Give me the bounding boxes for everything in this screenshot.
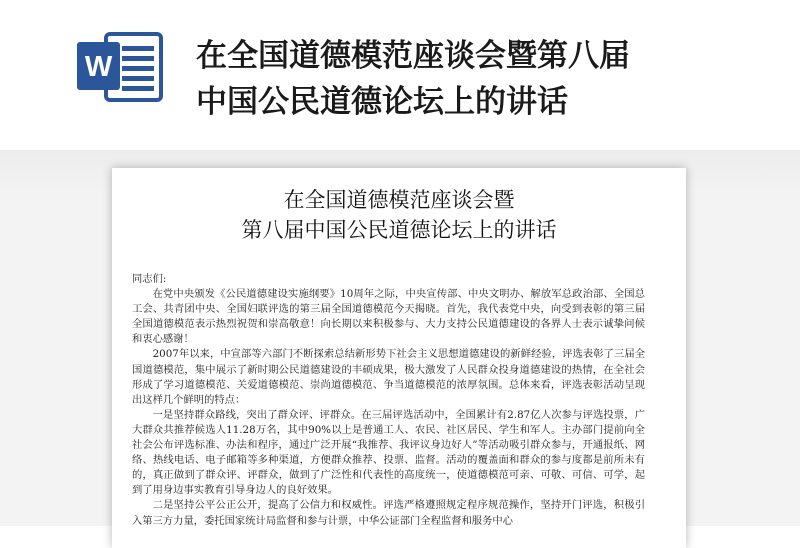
document-page [112,168,686,548]
paragraph: 一是坚持群众路线，突出了群众评、评群众。在三届评选活动中，全国累计有2.87亿人次参与评选投票，广大群众共推荐候选人11.28万名，其中90%以上是普通工人、农民、社区居民、学生和军人。主办部门提前向全社会公布评选标准、办法和程序，通过广泛开展“我推荐、我评议身边好人”等活动吸引群众参与，开通报纸、网络、热线电话、电子邮箱等多种渠道，方便群众推荐、投票、监督。活动的覆盖面和群众的参与度都是前所未有的，真正做到了群众评、评群众，做到了广泛性和代表性的高度统一，使道德模范可亲、可敬、可信、可学，起到了用身边事实教育引导身边人的良好效果。 [132,408,645,497]
paragraph: 2007年以来，中宣部等六部门不断探索总结新形势下社会主义思想道德建设的新鲜经验，评选表彰了三届全国道德模范，集中展示了新时期公民道德建设的丰硕成果，极大激发了人民群众投身道德建设的热情，在全社会形成了学习道德模范、关爱道德模范、崇尚道德模范、争当道德模范的浓厚氛围。总体来看，评选表彰活动呈现出这样几个鲜明的特点： [132,348,645,406]
paragraph: 二是坚持公平公正公开，提高了公信力和权威性。评选严格遵照规定程序规范操作，坚持开门评选，积极引入第三方力量，委托国家统计局监督和参与计票，中华公证部门全程监督和服务中心 [132,499,645,527]
page-title-line-2: 中国公民道德论坛上的讲话 [196,84,568,120]
document-title-line-2: 第八届中国公民道德论坛上的讲话 [241,218,557,242]
header-banner [0,0,800,150]
paragraph: 在党中央颁发《公民道德建设实施纲要》10周年之际，中央宣传部、中央文明办、解放军总政治部、全国总工会、共青团中央、全国妇联评选的第三届全国道德模范今天揭晓。首先，我代表党中央，向受到表彰的第三届全国道德模范表示热烈祝贺和崇高敬意！向长期以来积极参与、大力支持公民道德建设的各界人士表示诚挚问候和衷心感谢！ [132,288,645,346]
document-title-line-1: 在全国道德模范座谈会暨 [283,188,515,212]
page-title-line-1: 在全国道德模范座谈会暨第八届 [196,38,630,74]
document-title [112,185,686,245]
document-body [132,272,645,529]
page-title [196,33,786,125]
word-icon-letter: W [84,51,113,83]
word-document-icon [76,31,164,103]
salutation: 同志们: [132,273,167,285]
